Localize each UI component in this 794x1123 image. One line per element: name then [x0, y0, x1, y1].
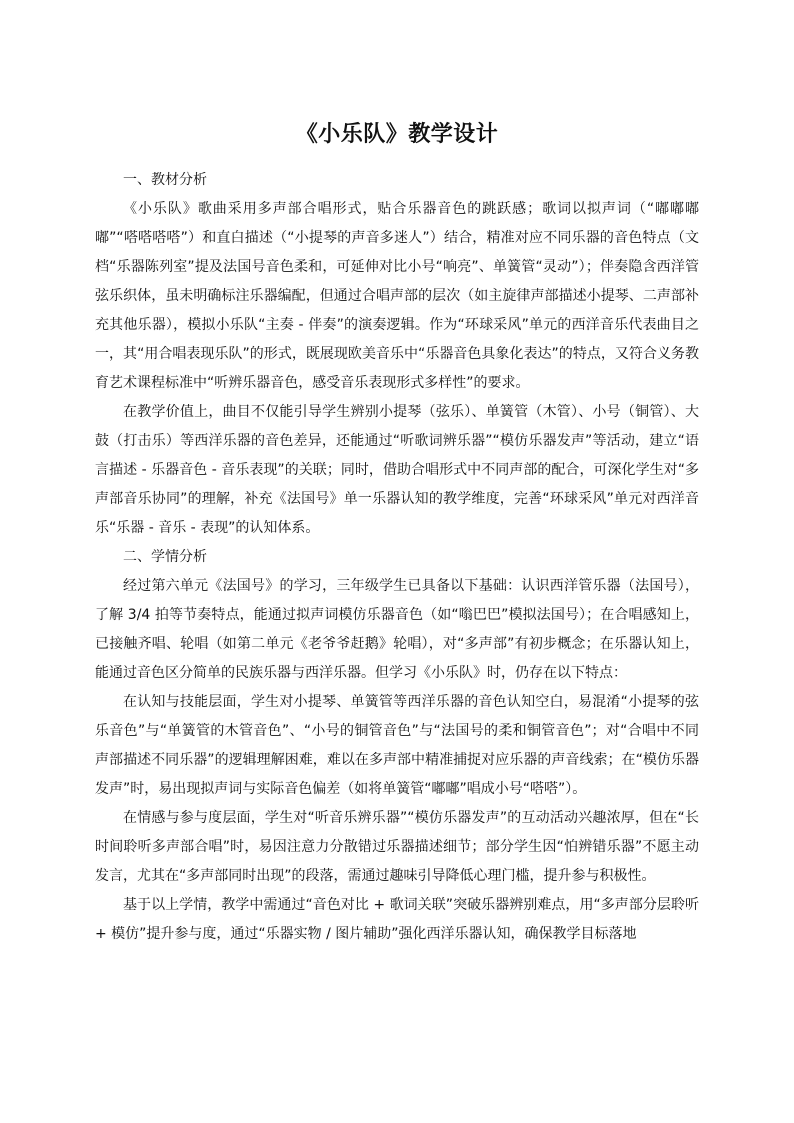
section-heading-students: 二、学情分析: [123, 549, 207, 565]
paragraph: 《小乐队》歌曲采用多声部合唱形式，贴合乐器音色的跳跃感；歌词以拟声词（“嘟嘟嘟嘟”“嗒嗒嗒嗒”）和直白描述（“小提琴的声音多迷人”）结合，精准对应不同乐器的音色特点（文档“乐器陈列室”提及法国号音色柔和，可延伸对比小号“响亮”、单簧管“灵动”）；伴奏隐含西洋管弦乐织体，虽未明确标注乐器编配，但通过合唱声部的层次（如主旋律声部描述小提琴、二声部补充其他乐器），模拟小乐队“主奏 - 伴奏”的演奏逻辑。作为“环球采风”单元的西洋音乐代表曲目之一，其“用合唱表现乐队”的形式，既展现欧美音乐中“乐器音色具象化表达”的特点，又符合义务教育艺术课程标准中“听辨乐器音色，感受音乐表现形式多样性”的要求。: [95, 201, 699, 391]
document-title: 《小乐队》教学设计: [295, 122, 499, 147]
paragraph: 基于以上学情，教学中需通过“音色对比 + 歌词关联”突破乐器辨别难点，用“多声部分层聆听 + 模仿”提升参与度，通过“乐器实物 / 图片辅助”强化西洋乐器认知，确保教学目标落地: [95, 897, 699, 942]
document-body: [95, 166, 699, 949]
paragraph: 经过第六单元《法国号》的学习，三年级学生已具备以下基础：认识西洋管乐器（法国号），了解 3/4 拍等节奏特点，能通过拟声词模仿乐器音色（如“嗡巴巴”模拟法国号）；在合唱感知上，已接触齐唱、轮唱（如第二单元《老爷爷赶鹅》轮唱），对“多声部”有初步概念；在乐器认知上，能通过音色区分简单的民族乐器与西洋乐器。但学习《小乐队》时，仍存在以下特点：: [95, 578, 699, 681]
section-heading-materials: 一、教材分析: [123, 172, 207, 188]
paragraph: 在情感与参与度层面，学生对“听音乐辨乐器”“模仿乐器发声”的互动活动兴趣浓厚，但在“长时间聆听多声部合唱”时，易因注意力分散错过乐器描述细节；部分学生因“怕辨错乐器”不愿主动发言，尤其在“多声部同时出现”的段落，需通过趣味引导降低心理门槛，提升参与积极性。: [95, 810, 699, 884]
paragraph: 在认知与技能层面，学生对小提琴、单簧管等西洋乐器的音色认知空白，易混淆“小提琴的弦乐音色”与“单簧管的木管音色”、“小号的铜管音色”与“法国号的柔和铜管音色”；对“合唱中不同声部描述不同乐器”的逻辑理解困难，难以在多声部中精准捕捉对应乐器的声音线索；在“模仿乐器发声”时，易出现拟声词与实际音色偏差（如将单簧管“嘟嘟”唱成小号“嗒嗒”）。: [95, 694, 699, 797]
paragraph: 在教学价值上，曲目不仅能引导学生辨别小提琴（弦乐）、单簧管（木管）、小号（铜管）、大鼓（打击乐）等西洋乐器的音色差异，还能通过“听歌词辨乐器”“模仿乐器发声”等活动，建立“语言描述 - 乐器音色 - 音乐表现”的关联；同时，借助合唱形式中不同声部的配合，可深化学生对“多声部音乐协同”的理解，补充《法国号》单一乐器认知的教学维度，完善“环球采风”单元对西洋音乐“乐器 - 音乐 - 表现”的认知体系。: [95, 404, 699, 536]
